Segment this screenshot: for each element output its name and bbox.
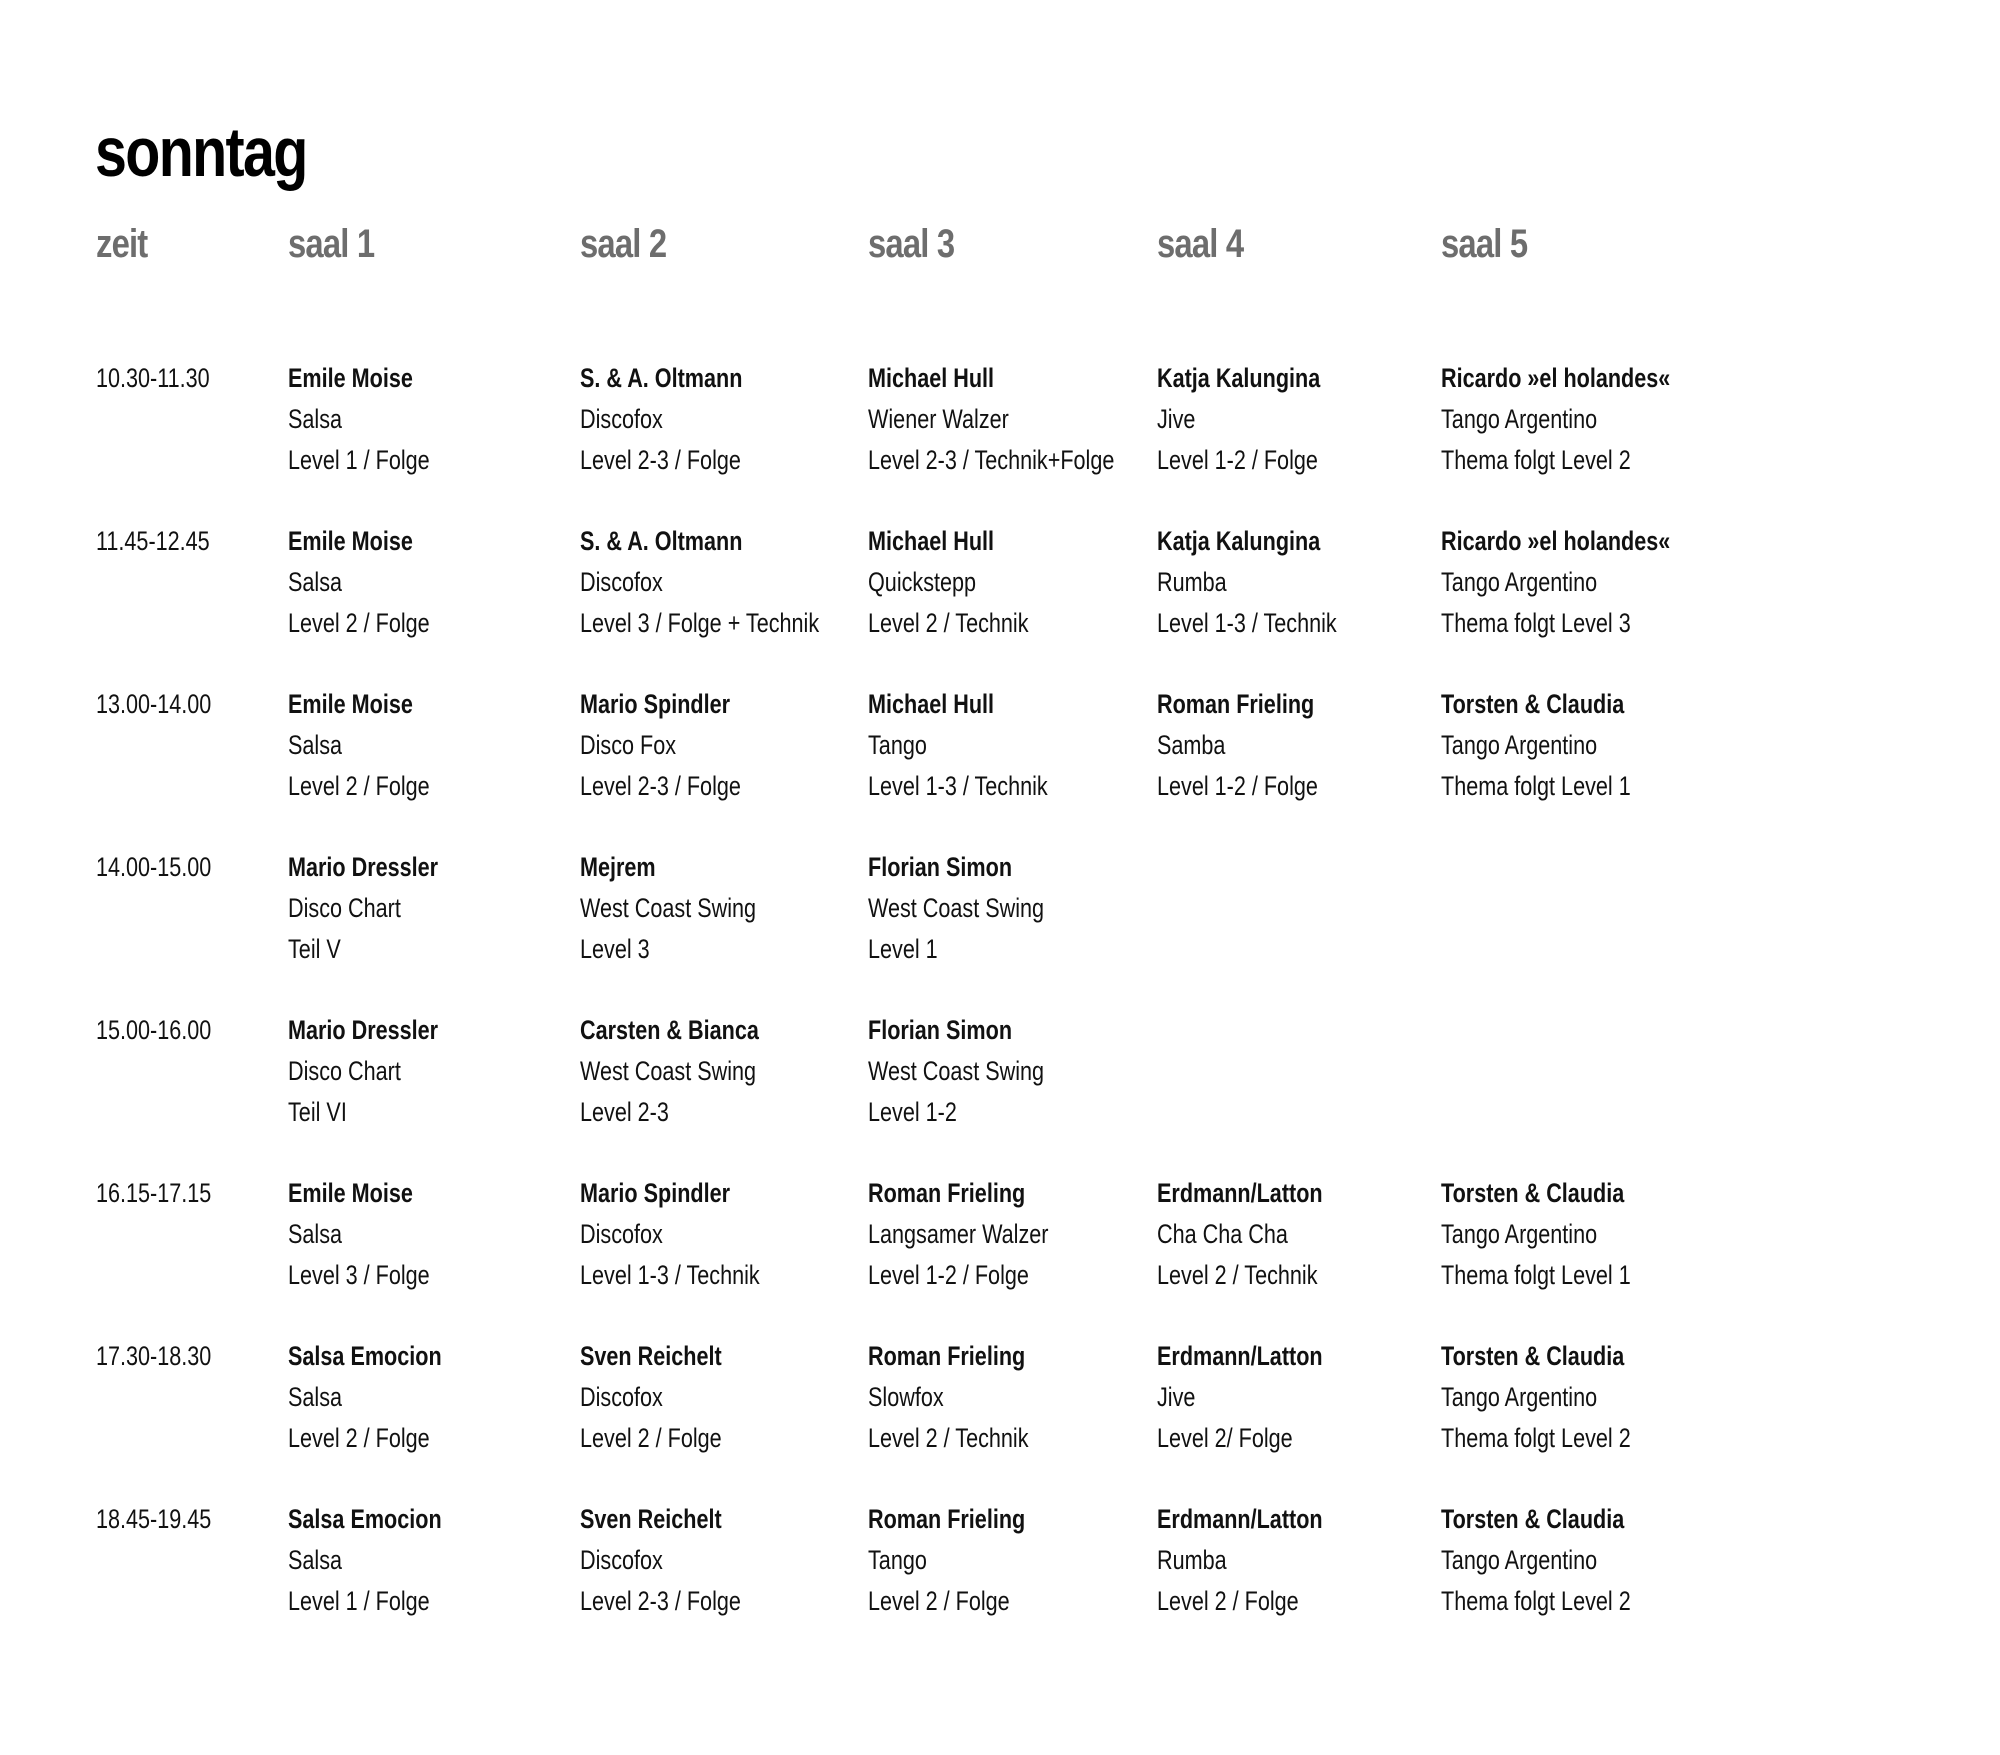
class-cell-saal-3 xyxy=(868,1336,1029,1459)
teacher-name: Erdmann/Latton xyxy=(1157,1504,1323,1534)
dance-name: Tango xyxy=(868,730,927,760)
level-text: Level 2-3 / Folge xyxy=(580,1586,741,1616)
level-text: Level 2/ Folge xyxy=(1157,1423,1293,1453)
dance-name: Langsamer Walzer xyxy=(868,1219,1049,1249)
teacher-name: Emile Moise xyxy=(288,363,413,393)
dance-name: Discofox xyxy=(580,404,663,434)
teacher-name: Sven Reichelt xyxy=(580,1341,722,1371)
schedule-row xyxy=(0,358,2000,488)
level-text: Thema folgt Level 2 xyxy=(1441,445,1631,475)
teacher-name: Emile Moise xyxy=(288,689,413,719)
level-text: Level 1 / Folge xyxy=(288,445,430,475)
class-cell-saal-1 xyxy=(288,847,438,970)
class-cell-saal-1 xyxy=(288,1010,438,1133)
level-text: Level 2-3 / Folge xyxy=(580,445,741,475)
teacher-name: Roman Frieling xyxy=(1157,689,1315,719)
dance-name: Tango Argentino xyxy=(1441,567,1598,597)
teacher-name: Erdmann/Latton xyxy=(1157,1178,1323,1208)
class-cell-saal-2 xyxy=(580,1336,722,1459)
class-cell-saal-3 xyxy=(868,358,1114,481)
teacher-name: Mejrem xyxy=(580,852,656,882)
level-text: Level 1-2 / Folge xyxy=(1157,445,1318,475)
teacher-name: S. & A. Oltmann xyxy=(580,363,743,393)
page-title: sonntag xyxy=(95,113,307,191)
class-cell-saal-4 xyxy=(1157,358,1320,481)
schedule-row xyxy=(0,684,2000,814)
level-text: Level 2 / Folge xyxy=(868,1586,1010,1616)
dance-name: West Coast Swing xyxy=(580,1056,757,1086)
level-text: Level 3 / Folge xyxy=(288,1260,430,1290)
level-text: Teil VI xyxy=(288,1097,347,1127)
schedule-row xyxy=(0,1499,2000,1629)
teacher-name: Roman Frieling xyxy=(868,1178,1026,1208)
dance-name: Discofox xyxy=(580,1382,663,1412)
level-text: Level 1-3 / Technik xyxy=(1157,608,1337,638)
class-cell-saal-2 xyxy=(580,1499,741,1622)
teacher-name: Mario Dressler xyxy=(288,1015,439,1045)
teacher-name: Emile Moise xyxy=(288,1178,413,1208)
class-cell-saal-4 xyxy=(1157,1336,1323,1459)
teacher-name: Torsten & Claudia xyxy=(1441,1504,1625,1534)
time-slot: 13.00-14.00 xyxy=(96,689,212,719)
dance-name: Disco Chart xyxy=(288,893,401,923)
teacher-name: Salsa Emocion xyxy=(288,1504,442,1534)
schedule-row xyxy=(0,1336,2000,1466)
level-text: Level 2-3 xyxy=(580,1097,669,1127)
teacher-name: S. & A. Oltmann xyxy=(580,526,743,556)
level-text: Level 1-3 / Technik xyxy=(868,771,1048,801)
schedule-row xyxy=(0,1173,2000,1303)
time-slot: 11.45-12.45 xyxy=(96,526,210,556)
class-cell-saal-1 xyxy=(288,521,430,644)
dance-name: Disco Chart xyxy=(288,1056,401,1086)
level-text: Teil V xyxy=(288,934,341,964)
class-cell-saal-2 xyxy=(580,1173,760,1296)
class-cell-saal-4 xyxy=(1157,521,1337,644)
level-text: Level 2 / Folge xyxy=(580,1423,722,1453)
teacher-name: Michael Hull xyxy=(868,689,995,719)
dance-name: Jive xyxy=(1157,404,1196,434)
teacher-name: Salsa Emocion xyxy=(288,1341,442,1371)
class-cell-saal-5 xyxy=(1441,1336,1631,1459)
time-slot: 14.00-15.00 xyxy=(96,852,212,882)
level-text: Thema folgt Level 2 xyxy=(1441,1423,1631,1453)
teacher-name: Roman Frieling xyxy=(868,1341,1026,1371)
teacher-name: Ricardo »el holandes« xyxy=(1441,363,1671,393)
teacher-name: Florian Simon xyxy=(868,852,1013,882)
level-text: Level 3 xyxy=(580,934,650,964)
class-cell-saal-5 xyxy=(1441,1173,1631,1296)
teacher-name: Mario Spindler xyxy=(580,689,731,719)
level-text: Level 2 / Technik xyxy=(868,608,1029,638)
dance-name: West Coast Swing xyxy=(868,893,1045,923)
dance-name: Slowfox xyxy=(868,1382,944,1412)
class-cell-saal-2 xyxy=(580,684,741,807)
teacher-name: Torsten & Claudia xyxy=(1441,689,1625,719)
header-saal-2: saal 2 xyxy=(580,222,667,266)
class-cell-saal-3 xyxy=(868,847,1044,970)
level-text: Thema folgt Level 3 xyxy=(1441,608,1631,638)
class-cell-saal-5 xyxy=(1441,1499,1631,1622)
teacher-name: Torsten & Claudia xyxy=(1441,1341,1625,1371)
header-saal-3: saal 3 xyxy=(868,222,955,266)
level-text: Level 2 / Folge xyxy=(288,608,430,638)
class-cell-saal-5 xyxy=(1441,521,1670,644)
dance-name: Tango xyxy=(868,1545,927,1575)
teacher-name: Emile Moise xyxy=(288,526,413,556)
header-saal-4: saal 4 xyxy=(1157,222,1244,266)
teacher-name: Mario Spindler xyxy=(580,1178,731,1208)
class-cell-saal-1 xyxy=(288,684,430,807)
time-slot: 17.30-18.30 xyxy=(96,1341,212,1371)
time-slot: 10.30-11.30 xyxy=(96,363,210,393)
level-text: Level 3 / Folge + Technik xyxy=(580,608,820,638)
level-text: Thema folgt Level 1 xyxy=(1441,771,1631,801)
time-slot: 16.15-17.15 xyxy=(96,1178,212,1208)
dance-name: Jive xyxy=(1157,1382,1196,1412)
dance-name: Salsa xyxy=(288,1382,343,1412)
dance-name: Samba xyxy=(1157,730,1226,760)
class-cell-saal-5 xyxy=(1441,358,1670,481)
level-text: Thema folgt Level 2 xyxy=(1441,1586,1631,1616)
level-text: Level 2 / Technik xyxy=(868,1423,1029,1453)
dance-name: Discofox xyxy=(580,1545,663,1575)
dance-name: Rumba xyxy=(1157,567,1227,597)
level-text: Level 1-3 / Technik xyxy=(580,1260,760,1290)
header-saal-5: saal 5 xyxy=(1441,222,1528,266)
schedule-row xyxy=(0,521,2000,651)
dance-name: Disco Fox xyxy=(580,730,677,760)
class-cell-saal-2 xyxy=(580,1010,759,1133)
level-text: Level 2-3 / Technik+Folge xyxy=(868,445,1115,475)
level-text: Thema folgt Level 1 xyxy=(1441,1260,1631,1290)
teacher-name: Katja Kalungina xyxy=(1157,526,1321,556)
teacher-name: Carsten & Bianca xyxy=(580,1015,759,1045)
teacher-name: Torsten & Claudia xyxy=(1441,1178,1625,1208)
class-cell-saal-3 xyxy=(868,1499,1025,1622)
header-zeit: zeit xyxy=(96,222,148,266)
dance-name: West Coast Swing xyxy=(868,1056,1045,1086)
header-saal-1: saal 1 xyxy=(288,222,375,266)
teacher-name: Florian Simon xyxy=(868,1015,1013,1045)
class-cell-saal-3 xyxy=(868,684,1048,807)
dance-name: Discofox xyxy=(580,567,663,597)
dance-name: Tango Argentino xyxy=(1441,1219,1598,1249)
dance-name: Tango Argentino xyxy=(1441,1382,1598,1412)
level-text: Level 2 / Folge xyxy=(288,1423,430,1453)
schedule-row xyxy=(0,847,2000,977)
class-cell-saal-1 xyxy=(288,1499,442,1622)
dance-name: Tango Argentino xyxy=(1441,404,1598,434)
level-text: Level 1 / Folge xyxy=(288,1586,430,1616)
dance-name: Salsa xyxy=(288,567,343,597)
class-cell-saal-4 xyxy=(1157,684,1318,807)
dance-name: West Coast Swing xyxy=(580,893,757,923)
teacher-name: Roman Frieling xyxy=(868,1504,1026,1534)
level-text: Level 1 xyxy=(868,934,938,964)
level-text: Level 2 / Technik xyxy=(1157,1260,1318,1290)
class-cell-saal-2 xyxy=(580,847,756,970)
level-text: Level 1-2 xyxy=(868,1097,957,1127)
teacher-name: Mario Dressler xyxy=(288,852,439,882)
class-cell-saal-3 xyxy=(868,1010,1044,1133)
class-cell-saal-4 xyxy=(1157,1173,1323,1296)
schedule-row xyxy=(0,1010,2000,1140)
teacher-name: Ricardo »el holandes« xyxy=(1441,526,1671,556)
level-text: Level 2 / Folge xyxy=(288,771,430,801)
teacher-name: Sven Reichelt xyxy=(580,1504,722,1534)
time-slot: 18.45-19.45 xyxy=(96,1504,212,1534)
level-text: Level 2 / Folge xyxy=(1157,1586,1299,1616)
class-cell-saal-3 xyxy=(868,521,1029,644)
class-cell-saal-2 xyxy=(580,358,742,481)
class-cell-saal-4 xyxy=(1157,1499,1323,1622)
class-cell-saal-1 xyxy=(288,1336,442,1459)
dance-name: Tango Argentino xyxy=(1441,730,1598,760)
dance-name: Discofox xyxy=(580,1219,663,1249)
dance-name: Salsa xyxy=(288,1219,343,1249)
level-text: Level 1-2 / Folge xyxy=(1157,771,1318,801)
dance-name: Tango Argentino xyxy=(1441,1545,1598,1575)
dance-name: Salsa xyxy=(288,730,343,760)
teacher-name: Michael Hull xyxy=(868,363,995,393)
time-slot: 15.00-16.00 xyxy=(96,1015,212,1045)
dance-name: Cha Cha Cha xyxy=(1157,1219,1288,1249)
dance-name: Salsa xyxy=(288,404,343,434)
class-cell-saal-3 xyxy=(868,1173,1048,1296)
dance-name: Quickstepp xyxy=(868,567,977,597)
dance-name: Wiener Walzer xyxy=(868,404,1009,434)
teacher-name: Michael Hull xyxy=(868,526,995,556)
dance-name: Salsa xyxy=(288,1545,343,1575)
level-text: Level 1-2 / Folge xyxy=(868,1260,1029,1290)
class-cell-saal-1 xyxy=(288,1173,430,1296)
level-text: Level 2-3 / Folge xyxy=(580,771,741,801)
class-cell-saal-2 xyxy=(580,521,819,644)
teacher-name: Katja Kalungina xyxy=(1157,363,1321,393)
class-cell-saal-1 xyxy=(288,358,430,481)
teacher-name: Erdmann/Latton xyxy=(1157,1341,1323,1371)
dance-name: Rumba xyxy=(1157,1545,1227,1575)
class-cell-saal-5 xyxy=(1441,684,1631,807)
